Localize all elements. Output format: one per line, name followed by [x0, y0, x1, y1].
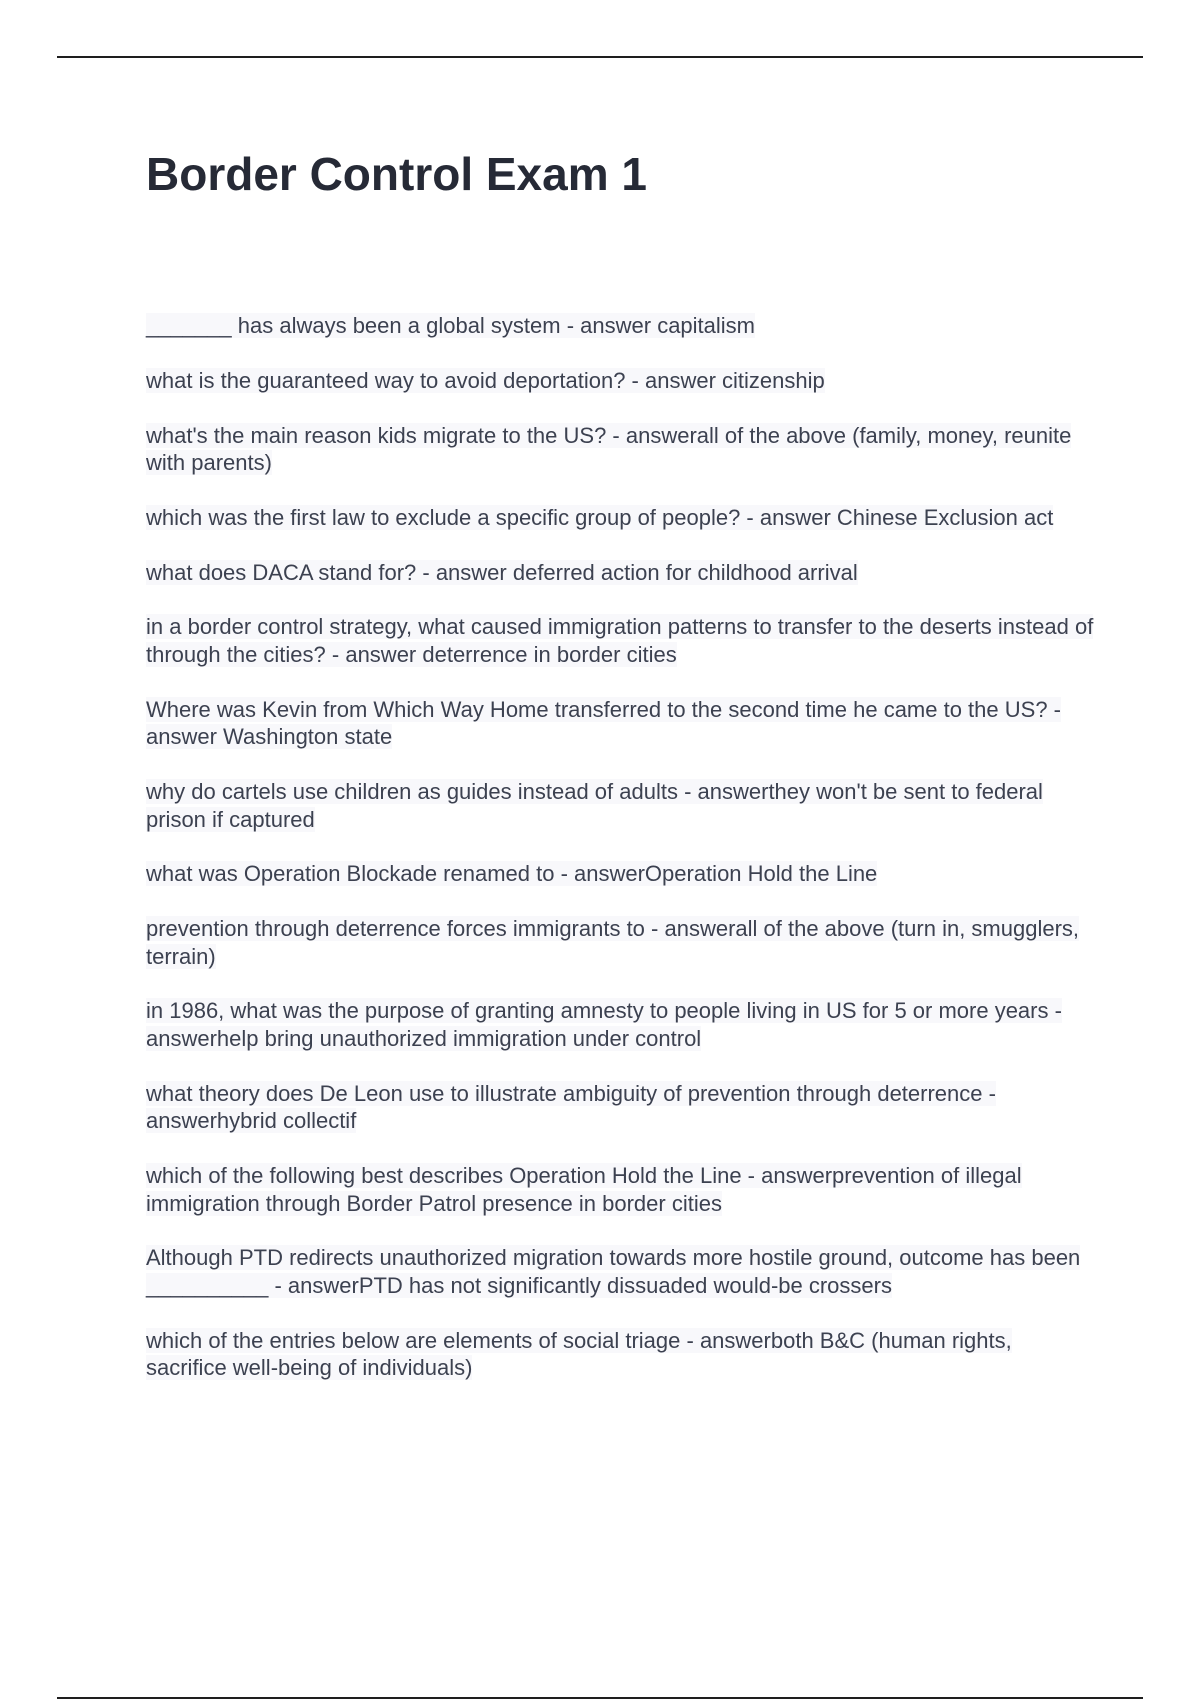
qa-item: [146, 367, 1096, 395]
qa-text: in 1986, what was the purpose of granting amnesty to people living in US for 5 or more years - answerhelp bring unauthorized immigration under control: [146, 998, 1062, 1051]
qa-item: [146, 997, 1096, 1052]
qa-item: [146, 422, 1096, 477]
qa-item: [146, 559, 1096, 587]
qa-text: which of the entries below are elements of social triage - answerboth B&C (human rights, sacrifice well-being of individuals): [146, 1327, 1012, 1381]
qa-item: [146, 1162, 1096, 1217]
qa-text: which was the first law to exclude a specific group of people? - answer Chinese Exclusion act: [146, 504, 1054, 530]
qa-item: [146, 915, 1096, 970]
qa-text: what was Operation Blockade renamed to - answerOperation Hold the Line: [146, 861, 878, 887]
qa-item: [146, 312, 1096, 340]
qa-text: what's the main reason kids migrate to the US? - answerall of the above (family, money, reunite with parents): [146, 422, 1072, 476]
qa-text: what is the guaranteed way to avoid deportation? - answer citizenship: [146, 367, 825, 393]
qa-item: [146, 504, 1096, 532]
qa-text: what theory does De Leon use to illustrate ambiguity of prevention through deterrence - answerhybrid collectif: [146, 1080, 996, 1134]
page-title: Border Control Exam 1: [146, 148, 647, 200]
qa-item: [146, 613, 1096, 668]
qa-item: [146, 1244, 1096, 1299]
bottom-rule: [57, 1697, 1143, 1699]
qa-text: prevention through deterrence forces immigrants to - answerall of the above (turn in, smugglers, terrain): [146, 916, 1080, 969]
qa-item: [146, 1080, 1096, 1135]
qa-text: which of the following best describes Operation Hold the Line - answerprevention of illegal immigration through Border Patrol presence in border cities: [146, 1163, 1022, 1216]
qa-item: [146, 860, 1096, 888]
qa-item: [146, 778, 1096, 833]
qa-text: why do cartels use children as guides instead of adults - answerthey won't be sent to federal prison if captured: [146, 779, 1043, 832]
qa-text: _______ has always been a global system - answer capitalism: [146, 313, 755, 338]
qa-item: [146, 1327, 1096, 1382]
top-rule: [57, 56, 1143, 58]
qa-text: Where was Kevin from Which Way Home transferred to the second time he came to the US? - answer Washington state: [146, 696, 1061, 750]
qa-text: what does DACA stand for? - answer deferred action for childhood arrival: [146, 559, 858, 585]
qa-text: Although PTD redirects unauthorized migration towards more hostile ground, outcome has been __________ - answerPTD has not significantly dissuaded would-be crossers: [146, 1245, 1081, 1298]
qa-item: [146, 696, 1096, 751]
qa-text: in a border control strategy, what caused immigration patterns to transfer to the deserts instead of through the cities? - answer deterrence in border cities: [146, 614, 1094, 667]
question-answer-list: [146, 312, 1096, 1409]
